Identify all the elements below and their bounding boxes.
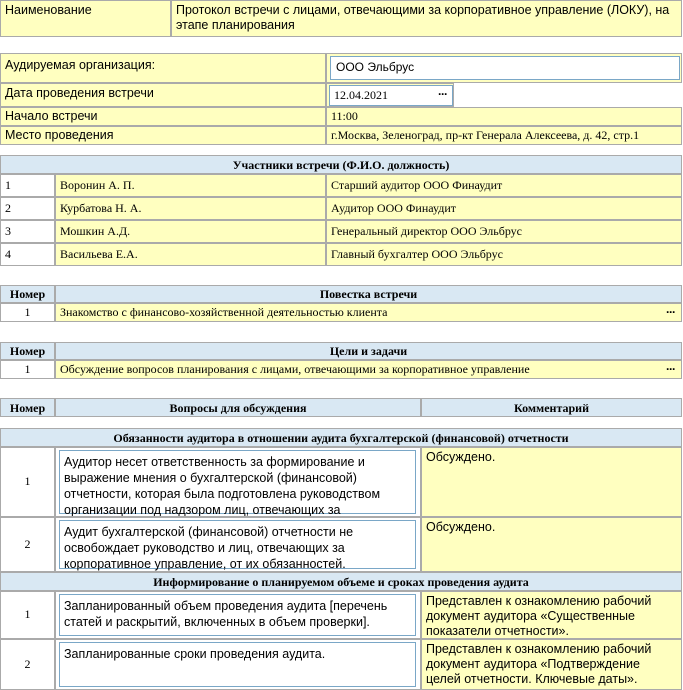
question-num: 1 xyxy=(0,447,55,517)
questions-num-header: Номер xyxy=(0,398,55,417)
questions-question-header: Вопросы для обсуждения xyxy=(55,398,421,417)
start-value: 11:00 xyxy=(326,107,682,126)
participants-title: Участники встречи (Ф.И.О. должность) xyxy=(0,155,682,174)
agenda-title: Повестка встречи xyxy=(55,285,682,303)
goals-row-text: Обсуждение вопросов планирования с лицами, отвечающими за корпоративное управление xyxy=(60,362,530,376)
section-title: Информирование о планируемом объеме и сроках проведения аудита xyxy=(0,572,682,591)
participant-role: Генеральный директор ООО Эльбрус xyxy=(326,220,682,243)
question-textarea[interactable]: Аудитор несет ответственность за формирование и выражение мнения о бухгалтерской (финансовой) отчетности, которая была подготовлена руководством организации под надзором лиц, отвечающих за xyxy=(59,450,416,514)
question-num: 1 xyxy=(0,591,55,639)
question-cell xyxy=(55,591,421,639)
name-label: Наименование xyxy=(0,0,171,37)
date-picker-icon[interactable]: ··· xyxy=(438,87,447,101)
participant-num: 4 xyxy=(0,243,55,266)
participant-name: Мошкин А.Д. xyxy=(55,220,326,243)
question-textarea[interactable]: Запланированные сроки проведения аудита. xyxy=(59,642,416,687)
comment-cell[interactable]: Обсуждено. xyxy=(421,447,682,517)
participant-num: 2 xyxy=(0,197,55,220)
comment-cell[interactable]: Представлен к ознакомлению рабочий документ аудитора «Существенные показатели отчетности». xyxy=(421,591,682,639)
participant-role: Аудитор ООО Финаудит xyxy=(326,197,682,220)
goals-num-header: Номер xyxy=(0,342,55,360)
goals-row[interactable] xyxy=(55,360,682,379)
question-num: 2 xyxy=(0,639,55,690)
question-textarea[interactable]: Запланированный объем проведения аудита [перечень статей и раскрытий, включенных в объем проверки]. xyxy=(59,594,416,636)
name-value: Протокол встречи с лицами, отвечающими за корпоративное управление (ЛОКУ), на этапе планирования xyxy=(171,0,682,37)
comment-cell[interactable]: Обсуждено. xyxy=(421,517,682,572)
questions-comment-header: Комментарий xyxy=(421,398,682,417)
question-textarea[interactable]: Аудит бухгалтерской (финансовой) отчетности не освобождает руководство и лиц, отвечающих за корпоративное управление, от их обязанностей. xyxy=(59,520,416,569)
comment-cell[interactable]: Представлен к ознакомлению рабочий документ аудитора «Подтверждение целей отчетности. Ключевые даты». xyxy=(421,639,682,690)
goals-row-num: 1 xyxy=(0,360,55,379)
section-title: Обязанности аудитора в отношении аудита бухгалтерской (финансовой) отчетности xyxy=(0,428,682,447)
question-cell xyxy=(55,639,421,690)
place-label: Место проведения xyxy=(0,126,326,145)
question-cell xyxy=(55,447,421,517)
date-cell xyxy=(326,83,454,107)
ellipsis-icon[interactable]: ··· xyxy=(666,305,675,319)
participant-num: 1 xyxy=(0,174,55,197)
question-cell xyxy=(55,517,421,572)
participant-name: Васильева Е.А. xyxy=(55,243,326,266)
question-num: 2 xyxy=(0,517,55,572)
org-cell xyxy=(326,53,682,83)
date-input[interactable]: 12.04.2021 xyxy=(329,85,453,106)
date-label: Дата проведения встречи xyxy=(0,83,326,107)
agenda-row-num: 1 xyxy=(0,303,55,322)
ellipsis-icon[interactable]: ··· xyxy=(666,362,675,376)
participant-num: 3 xyxy=(0,220,55,243)
org-input[interactable]: ООО Эльбрус xyxy=(330,56,680,80)
participant-name: Курбатова Н. А. xyxy=(55,197,326,220)
participant-role: Главный бухгалтер ООО Эльбрус xyxy=(326,243,682,266)
participant-role: Старший аудитор ООО Финаудит xyxy=(326,174,682,197)
agenda-row[interactable] xyxy=(55,303,682,322)
place-value: г.Москва, Зеленоград, пр-кт Генерала Алексеева, д. 42, стр.1 xyxy=(326,126,682,145)
participant-name: Воронин А. П. xyxy=(55,174,326,197)
org-label: Аудируемая организация: xyxy=(0,53,326,83)
start-label: Начало встречи xyxy=(0,107,326,126)
agenda-num-header: Номер xyxy=(0,285,55,303)
goals-title: Цели и задачи xyxy=(55,342,682,360)
agenda-row-text: Знакомство с финансово-хозяйственной деятельностью клиента xyxy=(60,305,388,319)
